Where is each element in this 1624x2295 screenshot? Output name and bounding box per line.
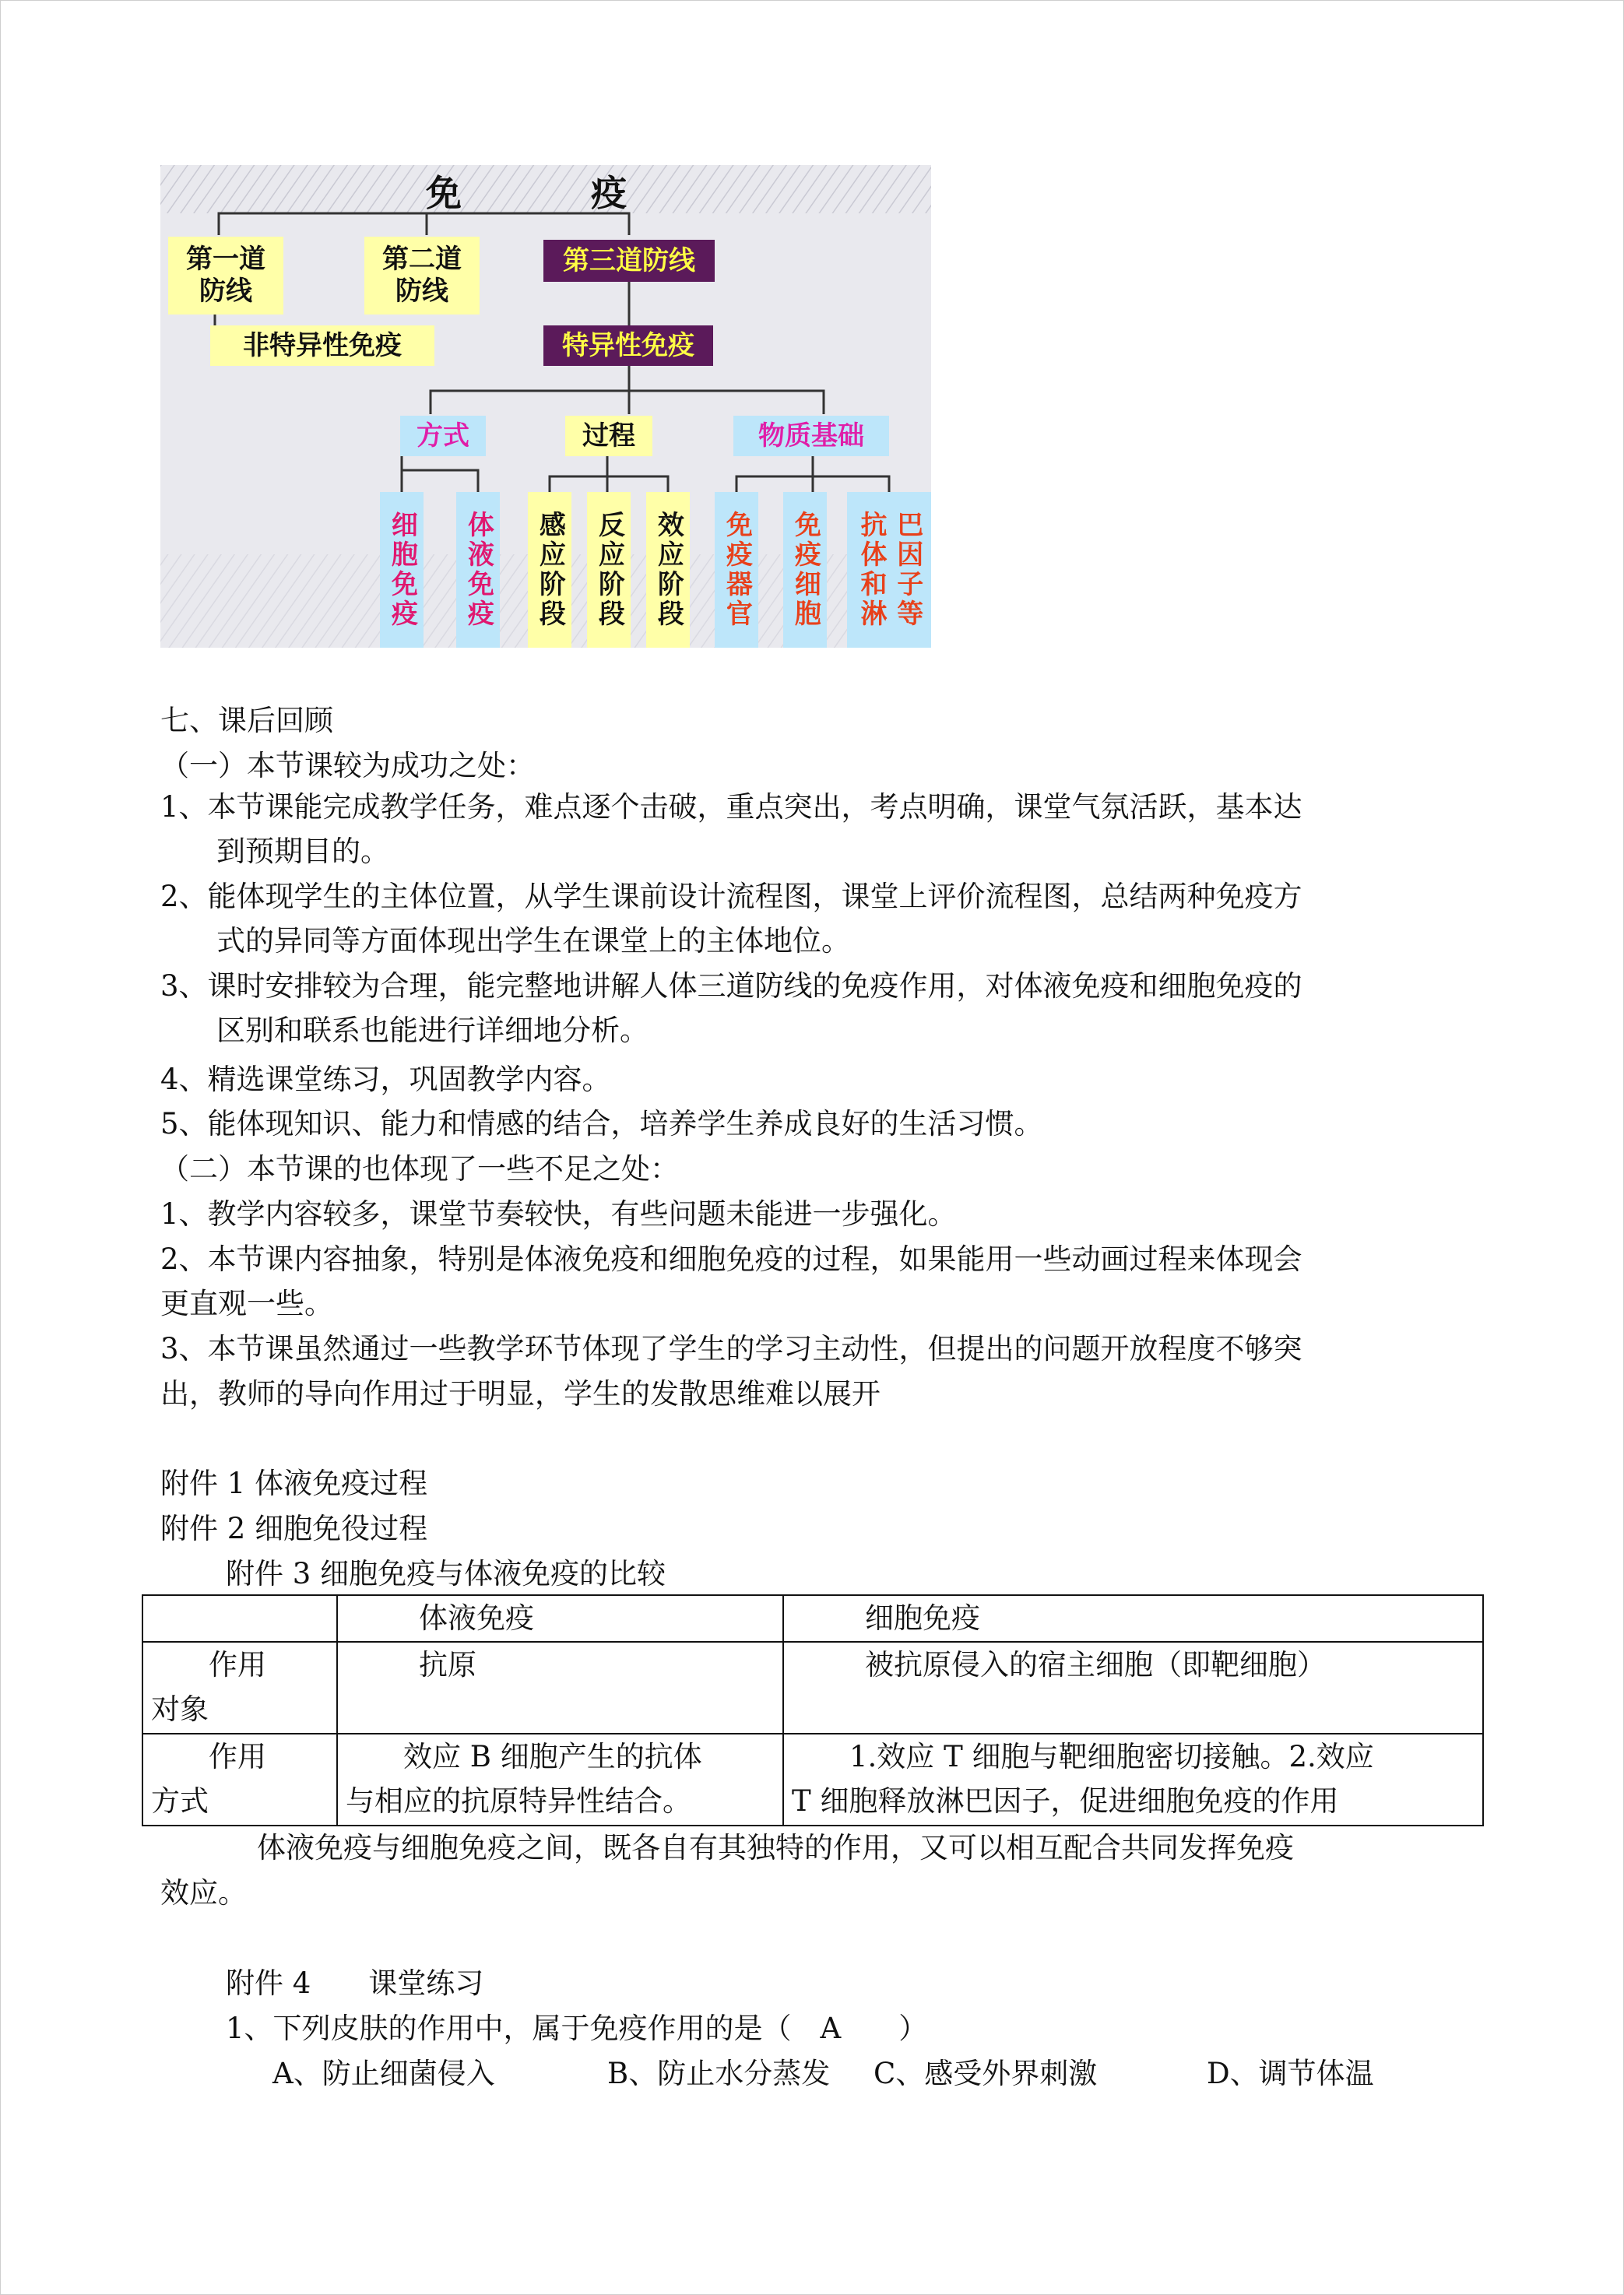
success-item-3-line2: 区别和联系也能进行详细地分析。: [216, 1014, 649, 1047]
table-cell: [142, 1734, 337, 1826]
shortcoming-item-3-line2: 出，教师的导向作用过于明显，学生的发散思维难以展开: [160, 1377, 881, 1411]
shortcoming-item-2-line2: 更直观一些。: [160, 1287, 333, 1320]
attachment-3: 附件 3 细胞免疫与体液免疫的比较: [226, 1557, 666, 1590]
table-cell: [337, 1642, 783, 1734]
immune-cell-box: 免疫细胞: [783, 492, 827, 648]
success-subheading: （一）本节课较为成功之处：: [160, 749, 535, 782]
immunity-diagram: [160, 165, 931, 648]
table-cell: [142, 1642, 337, 1734]
shortcoming-subheading: （二）本节课的也体现了一些不足之处：: [160, 1152, 679, 1186]
cell-target: 被抗原侵入的宿主细胞（即靶细胞）: [865, 1648, 1326, 1682]
cell-mode-b: T 细胞释放淋巴因子，促进细胞免疫的作用: [792, 1784, 1339, 1818]
diagram-title: 免 疫: [426, 172, 673, 214]
target-label-a: 作用: [209, 1648, 266, 1682]
attachment-2: 附件 2 细胞免役过程: [160, 1512, 428, 1545]
attachment-1: 附件 1 体液免疫过程: [160, 1467, 428, 1500]
success-item-2-line1: 2、能体现学生的主体位置，从学生课前设计流程图，课堂上评价流程图，总结两种免疫方: [160, 880, 1302, 913]
shortcoming-item-2-line1: 2、本节课内容抽象，特别是体液免疫和细胞免疫的过程，如果能用一些动画过程来体现会: [160, 1242, 1302, 1276]
table-row: [142, 1734, 1483, 1826]
option-d: D、调节体温: [1207, 2057, 1374, 2090]
success-item-1-line2: 到预期目的。: [216, 835, 389, 868]
option-b: B、防止水分蒸发: [607, 2057, 831, 2090]
immune-organ-box: 免疫器官: [715, 492, 758, 648]
second-defense-line: 第二道 防线: [364, 237, 480, 315]
option-c: C、感受外界刺激: [874, 2057, 1098, 2090]
exercise-heading: 附件 4 课堂练习: [226, 1966, 484, 2000]
table-cell: [783, 1642, 1483, 1734]
reaction-stage-box: 反应阶段: [587, 492, 631, 648]
antibody-lymphokine-box: [847, 492, 931, 648]
first-defense-line: 第一道 防线: [168, 237, 283, 315]
summary-line1: 体液免疫与细胞免疫之间，既各自有其独特的作用，又可以相互配合共同发挥免疫: [257, 1831, 1294, 1864]
cell-mode-a: 1.效应 T 细胞与靶细胞密切接触。2.效应: [849, 1740, 1374, 1773]
humoral-target: 抗原: [419, 1648, 476, 1682]
success-item-2: [160, 874, 1453, 963]
table-cell: [783, 1734, 1483, 1826]
specific-immunity: 特异性免疫: [543, 325, 713, 366]
success-item-4: 4、精选课堂练习，巩固教学内容。: [160, 1063, 611, 1096]
success-item-3: [160, 964, 1453, 1053]
cell-header: 细胞免疫: [865, 1601, 980, 1635]
third-defense-line: 第三道防线: [543, 240, 715, 282]
section-heading: 七、课后回顾: [160, 704, 333, 737]
cell-immunity-box: 细胞免疫: [380, 492, 424, 648]
humoral-mode-a: 效应 B 细胞产生的抗体: [403, 1740, 702, 1773]
humoral-header: 体液免疫: [419, 1601, 534, 1635]
nonspecific-immunity: 非特异性免疫: [210, 325, 434, 366]
success-item-3-line1: 3、课时安排较为合理，能完整地讲解人体三道防线的免疫作用，对体液免疫和细胞免疫的: [160, 969, 1302, 1003]
success-item-1-line1: 1、本节课能完成教学任务，难点逐个击破，重点突出，考点明确，课堂气氛活跃，基本达: [160, 790, 1302, 824]
table-corner-cell: [142, 1595, 337, 1642]
table-header-row: [142, 1595, 1483, 1642]
success-item-1: [160, 785, 1453, 873]
humoral-mode-b: 与相应的抗原特异性结合。: [346, 1784, 691, 1818]
table-header-cell: [337, 1595, 783, 1642]
sensing-stage-box: 感应阶段: [528, 492, 571, 648]
material-basis-label: 物质基础: [733, 416, 889, 456]
mode-label-a: 作用: [209, 1740, 266, 1773]
table-cell: [337, 1734, 783, 1826]
table-header-cell: [783, 1595, 1483, 1642]
comparison-table: [142, 1594, 1484, 1826]
effect-stage-box: 效应阶段: [646, 492, 690, 648]
option-a: A、防止细菌侵入: [272, 2057, 495, 2090]
mode-label: 方式: [400, 416, 486, 456]
process-label: 过程: [565, 416, 652, 456]
success-item-2-line2: 式的异同等方面体现出学生在课堂上的主体地位。: [216, 924, 850, 958]
target-label-b: 对象: [151, 1692, 209, 1726]
question-1: 1、下列皮肤的作用中，属于免疫作用的是（ A ）: [226, 2012, 928, 2045]
mode-label-b: 方式: [151, 1784, 209, 1818]
success-item-5: 5、能体现知识、能力和情感的结合，培养学生养成良好的生活习惯。: [160, 1107, 1043, 1140]
summary-line2: 效应。: [160, 1876, 247, 1910]
antibody-text: 抗体和淋: [856, 511, 887, 629]
lymphokine-text: 巴因子等: [891, 511, 923, 629]
shortcoming-item-3-line1: 3、本节课虽然通过一些教学环节体现了学生的学习主动性，但提出的问题开放程度不够突: [160, 1332, 1302, 1365]
humoral-immunity-box: 体液免疫: [456, 492, 500, 648]
shortcoming-item-1: 1、教学内容较多，课堂节奏较快，有些问题未能进一步强化。: [160, 1197, 957, 1231]
table-row: [142, 1642, 1483, 1734]
